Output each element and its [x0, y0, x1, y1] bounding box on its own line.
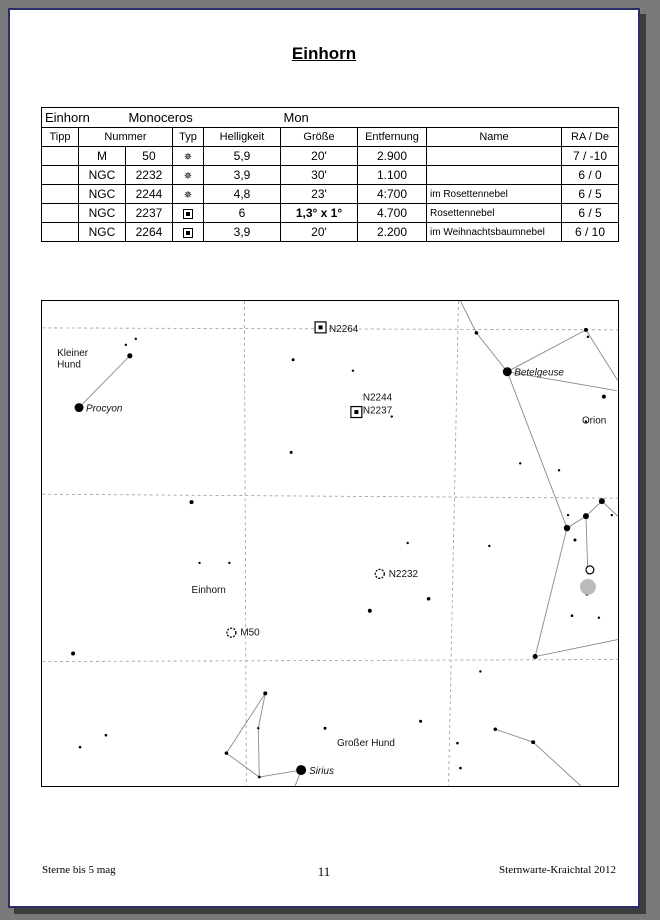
cell-catalog: M — [79, 147, 126, 166]
open-cluster-icon — [375, 569, 384, 578]
cell-number: 2237 — [125, 204, 172, 223]
label-grosser-hund: Großer Hund — [336, 738, 395, 750]
cell-size: 20' — [281, 147, 358, 166]
label-procyon: Procyon — [86, 403, 123, 415]
cell-magnitude: 5,9 — [204, 147, 281, 166]
col-name: Name — [427, 128, 562, 147]
cell-rade: 6 / 5 — [562, 204, 619, 223]
cell-distance: 2.900 — [358, 147, 427, 166]
cell-type — [173, 223, 204, 242]
label-n2264: N2264 — [329, 323, 359, 335]
cell-tipp — [42, 147, 79, 166]
col-entfernung: Entfernung — [358, 128, 427, 147]
cell-catalog: NGC — [79, 166, 126, 185]
cell-size: 1,3° x 1° — [281, 204, 358, 223]
label-m50: M50 — [240, 627, 260, 639]
nebula-icon — [183, 209, 193, 219]
cell-distance: 1.100 — [358, 166, 427, 185]
cell-name: im Rosettennebel — [427, 185, 562, 204]
star-map — [41, 300, 619, 787]
cell-size: 20' — [281, 223, 358, 242]
cell-magnitude: 3,9 — [204, 223, 281, 242]
col-groesse: Größe — [281, 128, 358, 147]
constellation-name-lat: Monoceros — [125, 108, 280, 128]
cell-magnitude: 6 — [204, 204, 281, 223]
cell-number: 50 — [125, 147, 172, 166]
cell-tipp — [42, 185, 79, 204]
cell-size: 23' — [281, 185, 358, 204]
open-cluster-icon: ✵ — [183, 171, 193, 182]
cell-magnitude: 3,9 — [204, 166, 281, 185]
orion-cluster-marker — [586, 566, 594, 574]
table-row — [42, 223, 619, 242]
footer-left: Sterne bis 5 mag — [42, 864, 116, 876]
star-betelgeuse — [503, 367, 512, 376]
label-n2237: N2237 — [362, 405, 393, 417]
cell-distance: 4.700 — [358, 204, 427, 223]
nebula-icon — [351, 407, 362, 418]
cell-rade: 6 / 5 — [562, 185, 619, 204]
col-rade: RA / De — [562, 128, 619, 147]
cell-rade: 6 / 0 — [562, 166, 619, 185]
cell-magnitude: 4,8 — [204, 185, 281, 204]
cell-rade: 6 / 10 — [562, 223, 619, 242]
page-shadow-right — [640, 14, 646, 912]
page-number: 11 — [317, 864, 331, 879]
col-nummer: Nummer — [79, 128, 173, 147]
document-page — [8, 8, 640, 908]
cell-type — [173, 185, 204, 204]
page-title: Einhorn — [291, 44, 357, 63]
cell-distance: 2.200 — [358, 223, 427, 242]
cell-catalog: NGC — [79, 185, 126, 204]
label-orion: Orion — [581, 415, 607, 427]
cell-rade: 7 / -10 — [562, 147, 619, 166]
label-n2232: N2232 — [388, 568, 419, 580]
cell-catalog: NGC — [79, 204, 126, 223]
label-kleiner: Kleiner — [57, 347, 89, 359]
cell-number: 2244 — [125, 185, 172, 204]
cell-name — [427, 147, 562, 166]
cell-name: Rosettennebel — [427, 204, 562, 223]
object-table — [41, 107, 619, 242]
cell-distance: 4:700 — [358, 185, 427, 204]
footer-right: Sternwarte-Kraichtal 2012 — [499, 864, 616, 876]
nebula-icon — [183, 228, 193, 238]
label-einhorn: Einhorn — [191, 584, 226, 596]
cell-type — [173, 204, 204, 223]
table-header-row — [42, 108, 619, 128]
table-row — [42, 185, 619, 204]
cell-catalog: NGC — [79, 223, 126, 242]
table-column-headers — [42, 128, 619, 147]
cell-size: 30' — [281, 166, 358, 185]
cell-type — [173, 147, 204, 166]
cell-name: im Weihnachtsbaumnebel — [427, 223, 562, 242]
cell-tipp — [42, 223, 79, 242]
table-row — [42, 166, 619, 185]
col-helligkeit: Helligkeit — [204, 128, 281, 147]
col-typ: Typ — [173, 128, 204, 147]
constellation-name-de: Einhorn — [42, 108, 126, 128]
page-shadow-bottom — [14, 908, 646, 914]
open-cluster-icon — [227, 628, 236, 637]
nebula-icon — [315, 322, 326, 333]
star-procyon — [75, 403, 84, 412]
label-hund: Hund — [57, 359, 81, 371]
label-betelgeuse: Betelgeuse — [514, 367, 564, 379]
label-sirius: Sirius — [309, 766, 334, 778]
cell-number: 2264 — [125, 223, 172, 242]
cell-tipp — [42, 204, 79, 223]
orion-nebula-marker — [580, 579, 596, 595]
open-cluster-icon: ✵ — [183, 152, 193, 163]
label-n2244: N2244 — [362, 392, 393, 404]
deep-sky-objects — [227, 322, 384, 637]
cell-tipp — [42, 166, 79, 185]
col-tipp: Tipp — [42, 128, 79, 147]
star-sirius — [296, 765, 306, 775]
constellation-abbr: Mon — [281, 108, 619, 128]
cell-type — [173, 166, 204, 185]
open-cluster-icon: ✵ — [183, 190, 193, 201]
cell-name — [427, 166, 562, 185]
table-row — [42, 204, 619, 223]
cell-number: 2232 — [125, 166, 172, 185]
stars — [71, 328, 613, 779]
table-row — [42, 147, 619, 166]
